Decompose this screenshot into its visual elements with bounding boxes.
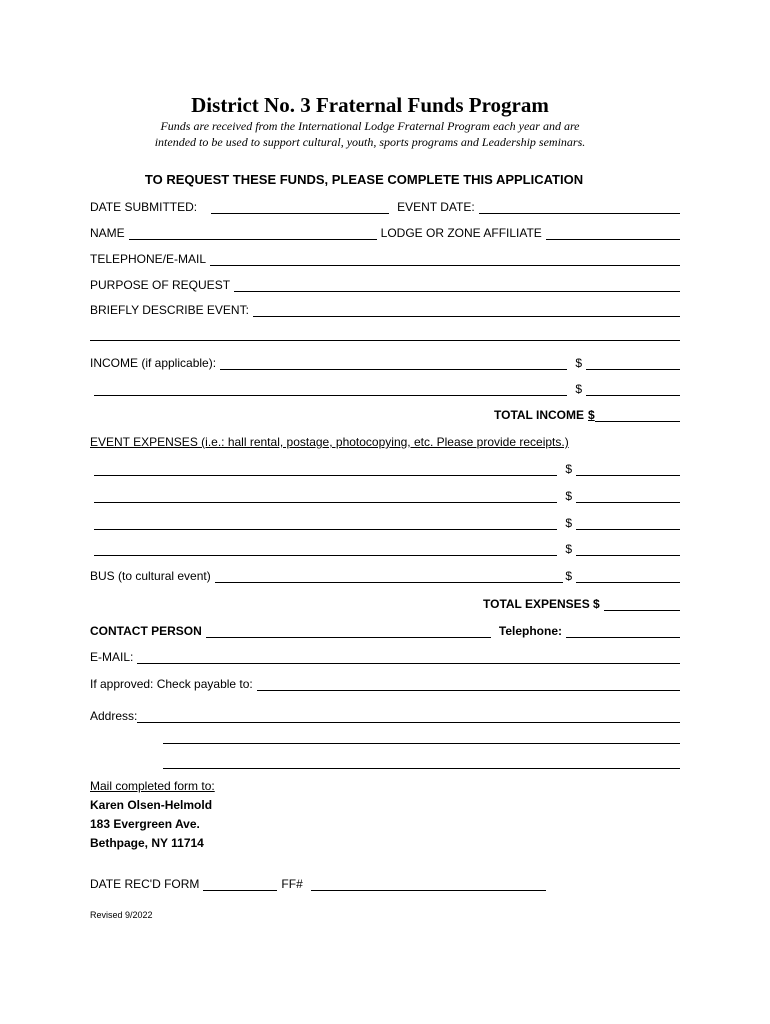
income-row-2 (94, 378, 680, 396)
total-expenses-row (483, 593, 680, 611)
total-income-field[interactable] (595, 407, 680, 422)
bus-label: BUS (to cultural event) (90, 569, 211, 583)
form-title: District No. 3 Fraternal Funds Program (191, 93, 549, 117)
bus-row (90, 565, 680, 583)
event-date-label: EVENT DATE: (397, 200, 475, 214)
contact-person-label: CONTACT PERSON (90, 624, 202, 638)
currency-symbol: $ (565, 462, 572, 476)
email-label: E-MAIL: (90, 650, 134, 664)
event-date-field[interactable] (479, 199, 680, 214)
expense-description-field[interactable] (94, 461, 557, 476)
email-field[interactable] (137, 649, 680, 664)
ff-number-field[interactable] (311, 876, 546, 891)
form-instruction: TO REQUEST THESE FUNDS, PLEASE COMPLETE THIS APPLICATION (144, 172, 584, 187)
currency-symbol: $ (575, 382, 582, 396)
check-payable-label: If approved: Check payable to: (90, 677, 253, 691)
income-label: INCOME (if applicable): (90, 356, 217, 370)
check-payable-field[interactable] (257, 676, 680, 691)
address-field-1[interactable] (137, 708, 680, 723)
total-expenses-label: TOTAL EXPENSES $ (483, 597, 600, 611)
lodge-affiliate-field[interactable] (546, 225, 680, 240)
date-received-field[interactable] (203, 876, 277, 891)
contact-person-row (90, 620, 680, 638)
date-submitted-label: DATE SUBMITTED: (90, 200, 198, 214)
mail-street-address: 183 Evergreen Ave. (90, 817, 200, 831)
total-expenses-field[interactable] (604, 596, 680, 611)
describe-event-field[interactable] (253, 302, 680, 317)
office-use-row (90, 873, 546, 891)
contact-person-field[interactable] (206, 623, 491, 638)
total-income-row (494, 404, 680, 422)
event-expenses-heading: EVENT EXPENSES (i.e.: hall rental, postage, photocopying, etc. Please provide receipts.) (90, 435, 569, 449)
revision-date: Revised 9/2022 (90, 910, 153, 920)
telephone-email-label: TELEPHONE/E-MAIL (90, 252, 207, 266)
income-description-field-2[interactable] (94, 381, 567, 396)
expense-description-field[interactable] (94, 488, 557, 503)
expense-row (94, 458, 680, 476)
bus-amount-field[interactable] (576, 568, 680, 583)
income-amount-field-2[interactable] (586, 381, 680, 396)
name-field[interactable] (129, 225, 377, 240)
expense-row (94, 538, 680, 556)
describe-event-row (90, 299, 680, 317)
form-subtitle-line-1: Funds are received from the International Lodge Fraternal Program each year and are (160, 119, 580, 133)
address-label: Address: (90, 709, 138, 723)
purpose-field[interactable] (234, 277, 680, 292)
date-row (90, 196, 680, 214)
date-submitted-field[interactable] (211, 199, 389, 214)
expense-amount-field[interactable] (576, 515, 680, 530)
currency-symbol: $ (565, 569, 572, 583)
telephone-email-row (90, 248, 680, 266)
currency-symbol: $ (565, 542, 572, 556)
expense-amount-field[interactable] (576, 461, 680, 476)
expense-row (94, 512, 680, 530)
mail-to-heading: Mail completed form to: (90, 779, 215, 793)
describe-event-label: BRIEFLY DESCRIBE EVENT: (90, 303, 249, 317)
mail-city-state-zip: Bethpage, NY 11714 (90, 836, 204, 850)
expense-description-field[interactable] (94, 515, 557, 530)
lodge-affiliate-label: LODGE OR ZONE AFFILIATE (380, 226, 542, 240)
telephone-label: Telephone: (498, 624, 562, 638)
purpose-label: PURPOSE OF REQUEST (90, 278, 231, 292)
currency-symbol: $ (565, 516, 572, 530)
currency-symbol: $ (565, 489, 572, 503)
telephone-email-field[interactable] (210, 251, 680, 266)
name-label: NAME (90, 226, 125, 240)
mail-recipient-name: Karen Olsen-Helmold (90, 798, 213, 812)
describe-event-line-2[interactable] (90, 340, 680, 341)
expense-row (94, 485, 680, 503)
income-amount-field-1[interactable] (586, 355, 680, 370)
check-payable-row (90, 673, 680, 691)
name-row (90, 222, 680, 240)
form-subtitle-line-2: intended to be used to support cultural, youth, sports programs and Leadership seminars. (154, 135, 586, 149)
bus-description-field[interactable] (215, 568, 564, 583)
address-row (90, 705, 680, 723)
expense-amount-field[interactable] (576, 488, 680, 503)
email-row (90, 646, 680, 664)
address-field-3[interactable] (163, 768, 680, 769)
ff-number-label: FF# (281, 877, 303, 891)
address-field-2[interactable] (163, 743, 680, 744)
expense-description-field[interactable] (94, 541, 557, 556)
total-income-label: TOTAL INCOME (494, 408, 584, 422)
currency-symbol: $ (575, 356, 582, 370)
expenses-heading-row (90, 431, 680, 449)
total-income-currency: $ (588, 408, 595, 422)
expense-amount-field[interactable] (576, 541, 680, 556)
income-row-1 (90, 352, 680, 370)
income-description-field-1[interactable] (220, 355, 567, 370)
date-received-label: DATE REC'D FORM (90, 877, 200, 891)
telephone-field[interactable] (566, 623, 680, 638)
purpose-row (90, 274, 680, 292)
